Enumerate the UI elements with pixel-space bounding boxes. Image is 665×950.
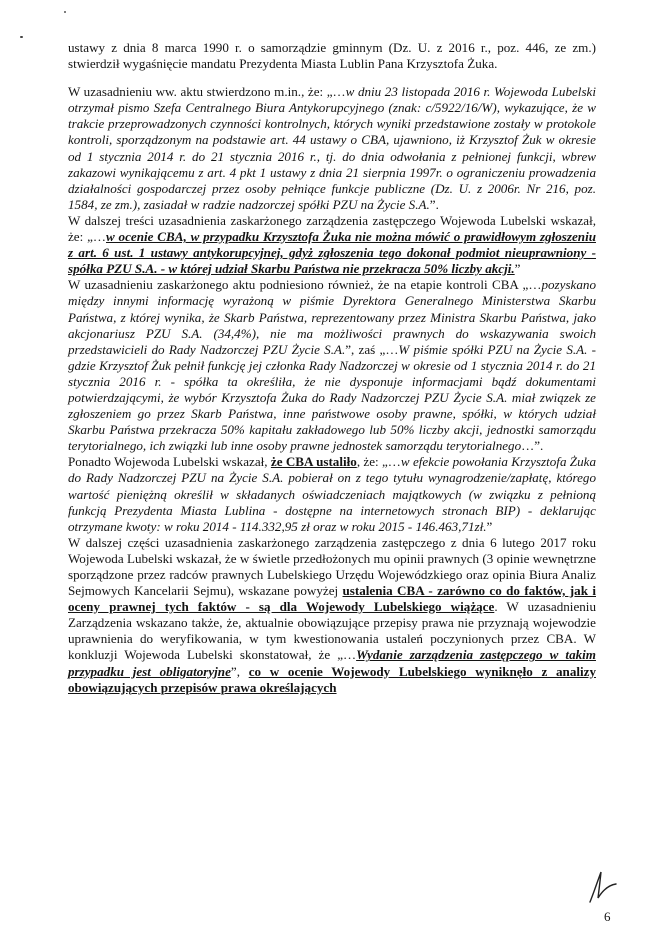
emphasized-text: w dniu 23 listopada 2016 r. Wojewoda Lubelski otrzymał pismo Szefa Centralnego Biura Antykorupcyjnego (znak: c/5922/16/W), wykazujące, że w trakcie przeprowadzonych czynności kontrolnych, których wyniki przedstawione zostały w protokole kontroli, sporządzonym na podstawie art. 44 ustawy o CBA, ujawniono, iż Krzysztof Żuk w okresie od 1 stycznia 2014 r. do 21 stycznia 2016 r., tj. do dnia odwołania z pełnionej funkcji, wbrew zakazowi wynikającemu z art. 4 pkt 1 ustawy z dnia 21 sierpnia 1997r. o ograniczeniu prowadzenia działalności gospodarczej przez osoby pełniące funkcje publiczne (Dz. U. z 2006r. Nr 216, poz. 1584, ze zm.), zasiadał w radzie nadzorczej spółki PZU na Życie S.A. bbox=[68, 84, 596, 212]
text-run: W uzasadnieniu ww. aktu stwierdzono m.in., że: „… bbox=[68, 84, 346, 100]
text-run: , że: „… bbox=[356, 454, 401, 470]
emphasized-text: że CBA ustaliło bbox=[270, 454, 357, 470]
signature-initial bbox=[582, 868, 622, 908]
paragraph bbox=[68, 213, 596, 277]
text-run: ” bbox=[514, 261, 521, 277]
text-run: ”, zaś „… bbox=[345, 341, 399, 357]
page-number: 6 bbox=[604, 909, 611, 924]
emphasized-text: pozyskano między innymi informację wyrażoną w piśmie Dyrektora Generalnego Ministerstwa Skarbu Państwa, z której wynika, że Skarb Państwa, reprezentowany przez Ministra Skarbu Państwa, jako akcjonariusz PZU S.A. (34,4%), nie ma możliwości prawnych do wskazywania swoich przedstawicieli do Rady Nadzorczej PZU Życie S.A. bbox=[68, 277, 596, 357]
emphasized-text: W piśmie spółki PZU na Życie S.A. - gdzie Krzysztof Żuk pełnił funkcję jej członka Rady Nadzorczej w okresie od 1 stycznia 2014 r. do 21 stycznia 2016 r. - spółka ta określiła, że nie dysponuje informacjami bądź dokumentami potwierdzającymi, że wybór Krzysztofa Żuka do Rady Nadzorczej PZU Życie S.A. miał związek ze zgłoszeniem go przez Skarb Państwa, inne państwowe osoby prawne, spółki, w których udział Skarbu Państwa przekracza 50% kapitału zakładowego lub 50% liczby akcji, jednostki samorządu terytorialnego, ich związki lub inne osoby prawne jednostek samorządu terytorialnego bbox=[68, 341, 596, 454]
text-run: …”. bbox=[521, 438, 544, 454]
emphasized-text: co w ocenie Wojewody Lubelskiego wyniknęło z analizy obowiązujących przepisów prawa określających bbox=[68, 663, 596, 695]
emphasized-text: w ocenie CBA, w przypadku Krzysztofa Żuka nie można mówić o prawidłowym zgłoszeniu z art. 6 ust. 1 ustawy antykorupcyjnej, gdyż zgłoszenia tego dokonał podmiot nieuprawniony - spółka PZU S.A. - w której udział Skarbu Państwa nie przekracza 50% liczby akcji. bbox=[68, 229, 596, 277]
emphasized-text: ustalenia CBA - zarówno co do faktów, jak i oceny prawnej tych faktów - są dla Wojewody Lubelskiego wiążące bbox=[68, 583, 596, 615]
text-run: ustawy z dnia 8 marca 1990 r. o samorządzie gminnym (Dz. U. z 2016 r., poz. 446, ze zm.) stwierdził wygaśnięcie mandatu Prezydenta Miasta Lublin Pana Krzysztofa Żuka. bbox=[68, 40, 596, 72]
text-run: . W uzasadnieniu Zarządzenia wskazano także, że, aktualnie obowiązujące przepisy prawa nie przyznają wojewodzie uprawnienia do weryfikowania, w tym kwestionowania ustaleń poczynionych przez CBA. W konkluzji Wojewoda Lubelski skonstatował, że „… bbox=[68, 599, 596, 663]
scan-speck bbox=[20, 36, 23, 38]
paragraph bbox=[68, 277, 596, 454]
text-run: W dalszej treści uzasadnienia zaskarżonego zarządzenia zastępczego Wojewoda Lubelski wskazał, że: „… bbox=[68, 212, 596, 245]
scan-speck bbox=[64, 11, 66, 13]
text-run: ”, bbox=[230, 663, 249, 679]
text-run: Ponadto Wojewoda Lubelski wskazał, bbox=[68, 454, 271, 470]
text-run: W uzasadnieniu zaskarżonego aktu podniesiono również, że na etapie kontroli CBA „… bbox=[68, 277, 542, 293]
emphasized-text: w efekcie powołania Krzysztofa Żuka do Rady Nadzorczej PZU na Życie S.A. pobierał on z tego tytułu wynagrodzenie/zapłatę, którego wartość pieniężną określił w składanych oświadczeniach majątkowych (w związku z pełnioną funkcją Prezydenta Miasta Lublina - dostępne na internetowych stronach BIP) - deklarując otrzymane kwoty: w roku 2014 - 114.332,95 zł oraz w roku 2015 - 146.463,71zł. bbox=[68, 454, 596, 534]
document-body bbox=[68, 40, 596, 696]
text-run: ”. bbox=[429, 196, 439, 212]
paragraph bbox=[68, 454, 596, 534]
paragraph bbox=[68, 84, 596, 213]
paragraph bbox=[68, 535, 596, 696]
emphasized-text: Wydanie zarządzenia zastępczego w takim przypadku jest obligatoryjne bbox=[68, 647, 596, 679]
text-run: W dalszej części uzasadnienia zaskarżonego zarządzenia zastępczego z dnia 6 lutego 2017 roku Wojewoda Lubelski wskazał, że w świetle przedłożonych mu opinii prawnych (3 opinie wewnętrzne sporządzone przez radców prawnych Lubelskiego Urzędu Wojewódzkiego oraz opinia Biura Analiz Sejmowych Kancelarii Sejmu), wskazane powyżej bbox=[68, 534, 596, 599]
text-run: ” bbox=[486, 518, 493, 534]
paragraph bbox=[68, 40, 596, 72]
